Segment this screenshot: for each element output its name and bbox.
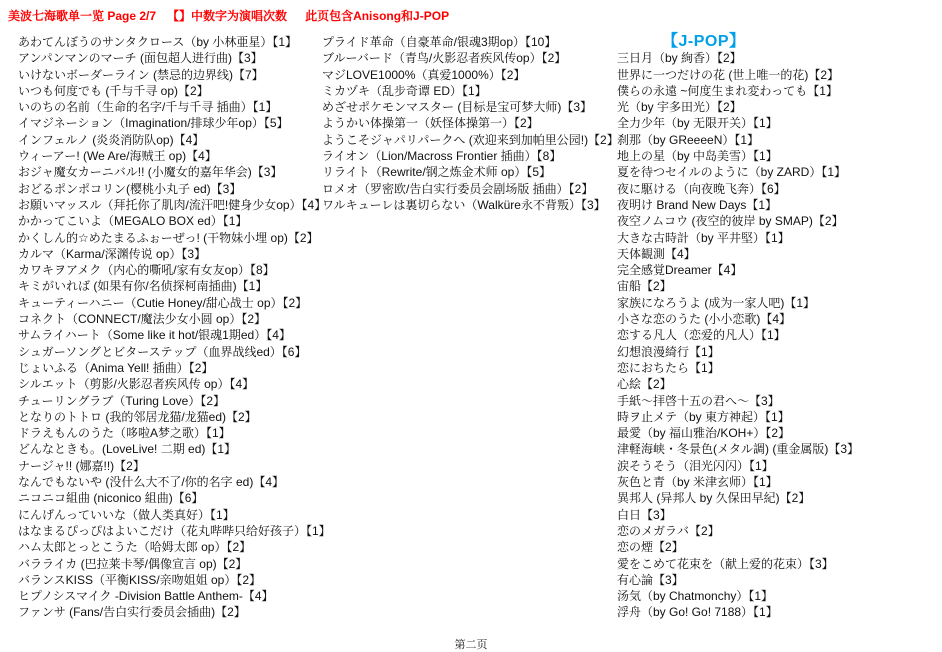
song-row: 白日【3】	[617, 507, 672, 522]
song-row: にんげんっていいな（做人类真好）【1】	[18, 507, 235, 522]
song-row: めざせポケモンマスター (目标是宝可梦大师)【3】	[322, 100, 593, 115]
jpop-song-list	[617, 50, 859, 620]
song-row: ウィーアー! (We Are/海贼王 op)【4】	[18, 149, 217, 164]
song-row: 幻想浪漫綺行【1】	[617, 344, 720, 359]
song-row: 全力少年（by 无限开关）【1】	[617, 116, 778, 131]
song-row: となりのトトロ (我的邻居龙猫/龙猫ed)【2】	[18, 409, 257, 424]
song-row: ドラえもんのうた（哆啦A梦之歌）【1】	[18, 426, 231, 441]
song-row: 家族になろうよ (成为一家人吧)【1】	[617, 295, 816, 310]
jpop-section-header: 【J-POP】	[662, 33, 746, 50]
song-row: バラライカ (巴拉莱卡琴/偶像宣言 op)【2】	[18, 556, 248, 571]
song-row: お願いマッスル（拜托你了肌肉/流汗吧!健身少女op）【4】	[18, 197, 327, 212]
song-row: 灰色と青（by 米津玄师）【1】	[617, 475, 778, 490]
song-row: ファンサ (Fans/告白实行委员会插曲)【2】	[18, 605, 246, 620]
song-row: 小さな恋のうた (小小恋歌)【4】	[617, 312, 792, 327]
song-row: 時ヲ止メテ（by 東方神起）【1】	[617, 409, 790, 424]
song-row: ようかい体操第一（妖怪体操第一）【2】	[322, 116, 539, 131]
song-row: かかってこいよ（MEGALO BOX ed）【1】	[18, 214, 248, 229]
legend-note: 【】中数字为演唱次数	[167, 9, 288, 23]
song-row: キューティーハニー（Cutie Honey/甜心战士 op）【2】	[18, 295, 308, 310]
song-row: ミカヅキ（乱步奇谭 ED）【1】	[322, 83, 487, 98]
page-footer: 第二页	[454, 639, 488, 651]
song-row: チューリングラブ（Turing Love）【2】	[18, 393, 225, 408]
song-row: プライド革命（自豪革命/银魂3期op）【10】	[322, 35, 557, 49]
song-row: 夜空ノムコウ (夜空的彼岸 by SMAP)【2】	[617, 214, 844, 229]
song-row: 最愛（by 福山雅治/KOH+）【2】	[617, 426, 791, 441]
song-row: 世界に一つだけの花 (世上唯一的花)【2】	[617, 67, 840, 82]
song-row: 心絵【2】	[617, 377, 672, 392]
song-row: ヒプノシスマイク -Division Battle Anthem-【4】	[18, 589, 274, 604]
song-row: あわてんぼうのサンタクロース（by 小林亜星）【1】	[18, 35, 298, 49]
anisong-column-2	[322, 34, 619, 213]
song-row: カルマ（Karma/深渊传说 op）【3】	[18, 246, 207, 261]
song-row: 刹那（by GReeeeN）【1】	[617, 132, 760, 147]
song-row: 完全感覚Dreamer【4】	[617, 263, 743, 278]
song-row: なんでもないや (没什么大不了/你的名字 ed)【4】	[18, 475, 285, 490]
song-row: 夏を待つセイルのように（by ZARD）【1】	[617, 165, 846, 180]
song-row: リライト（Rewrite/钢之炼金术师 op）【5】	[322, 165, 552, 180]
song-row: 恋する凡人（恋爱的凡人）【1】	[617, 328, 786, 343]
song-row: ライオン（Lion/Macross Frontier 插曲）【8】	[322, 149, 562, 164]
song-row: 三日月（by 絢香）【2】	[617, 51, 742, 66]
song-row: サムライハート（Some like it hot/银魂1期ed）【4】	[18, 328, 291, 343]
song-row: 光（by 宇多田光）【2】	[617, 100, 742, 115]
song-row: 手紙～拝啓十五の君へ～【3】	[617, 393, 780, 408]
song-row: 恋のメガラバ【2】	[617, 523, 720, 538]
song-row: マジLOVE1000%（真爱1000%）【2】	[322, 67, 526, 82]
song-row: じょいふる（Anima Yell! 插曲）【2】	[18, 360, 214, 375]
song-row: 汤気（by Chatmonchy）【1】	[617, 589, 774, 604]
song-row: かくしん的☆めたまるふぉーぜっ! (干物妹小埋 op)【2】	[18, 230, 319, 245]
song-row: 浮舟（by Go! Go! 7188）【1】	[617, 605, 778, 620]
song-row: コネクト（CONNECT/魔法少女小圆 op）【2】	[18, 312, 267, 327]
anisong-column-1	[18, 34, 331, 621]
song-row: シュガーソングとビターステップ（血界战线ed）【6】	[18, 344, 307, 359]
song-row: 宙船【2】	[617, 279, 672, 294]
song-row: ブルーバード（青鸟/火影忍者疾风传op）【2】	[322, 51, 567, 66]
song-row: 恋におちたら【1】	[617, 360, 720, 375]
song-row: アンパンマンのマーチ (面包超人进行曲)【3】	[18, 51, 263, 66]
song-row: 地上の星（by 中岛美雪）【1】	[617, 149, 778, 164]
song-row: 涙そうそう（泪光闪闪）【1】	[617, 458, 774, 473]
song-row: バランスKISS（平衡KISS/亲吻姐姐 op）【2】	[18, 572, 262, 587]
song-row: インフェルノ (炎炎消防队op)【4】	[18, 132, 205, 147]
song-row: ナージャ!! (娜嘉!!)【2】	[18, 458, 145, 473]
song-row: おどるポンポコリン(樱桃小丸子 ed)【3】	[18, 181, 242, 196]
song-row: はなまるぴっぴはよいこだけ（花丸哔哔只给好孩子）【1】	[18, 523, 331, 538]
song-row: ロメオ（罗密欧/告白实行委员会剧场版 插曲）【2】	[322, 181, 594, 196]
song-row: ようこそジャパリパークへ (欢迎来到加帕里公园!)【2】	[322, 132, 619, 147]
song-row: キミがいれば (如果有你/名侦探柯南插曲)【1】	[18, 279, 268, 294]
song-row: シルエット（剪影/火影忍者疾风传 op）【4】	[18, 377, 255, 392]
song-row: 異邦人 (异邦人 by 久保田早紀)【2】	[617, 491, 811, 506]
song-row: 大きな古時計（by 平井堅）【1】	[617, 230, 790, 245]
song-row: ハム太郎とっとこうた（哈姆太郎 op）【2】	[18, 540, 252, 555]
page-header	[8, 7, 449, 24]
song-row: 僕らの永遠 ~何度生まれ変わっても【1】	[617, 83, 838, 98]
song-row: おジャ魔女カーニバル!! (小魔女的嘉年华会)【3】	[18, 165, 283, 180]
song-row: どんなときも。(LoveLive! 二期 ed)【1】	[18, 442, 237, 457]
content-note: 此页包含Anisong和J-POP	[305, 9, 450, 23]
song-row: イマジネーション（Imagination/排球少年op）【5】	[18, 116, 289, 131]
song-row: いけないボーダーライン (禁忌的边界线)【7】	[18, 67, 264, 82]
song-row: 天体観測【4】	[617, 246, 696, 261]
song-row: カワキヲアメク（内心的嘶吼/家有女友op）【8】	[18, 263, 275, 278]
song-row: 恋の煙【2】	[617, 540, 684, 555]
song-row: 有心論【3】	[617, 572, 684, 587]
song-row: 津軽海峡・冬景色(メタル調) (重金属版)【3】	[617, 442, 859, 457]
song-row: 夜に駆ける（向夜晚飞奔）【6】	[617, 181, 786, 196]
song-row: 夜明け Brand New Days【1】	[617, 197, 778, 212]
song-row: ワルキューレは裏切らない（Walküre永不背叛）【3】	[322, 197, 606, 212]
page-title: 美波七海歌单一览 Page 2/7	[8, 9, 157, 23]
song-row: ニコニコ組曲 (niconico 組曲)【6】	[18, 491, 204, 506]
song-row: 愛をこめて花束を（献上爱的花束）【3】	[617, 556, 834, 571]
jpop-column	[617, 34, 859, 621]
song-row: いつも何度でも (千与千寻 op)【2】	[18, 83, 209, 98]
song-row: いのちの名前（生命的名字/千与千寻 插曲）【1】	[18, 100, 278, 115]
